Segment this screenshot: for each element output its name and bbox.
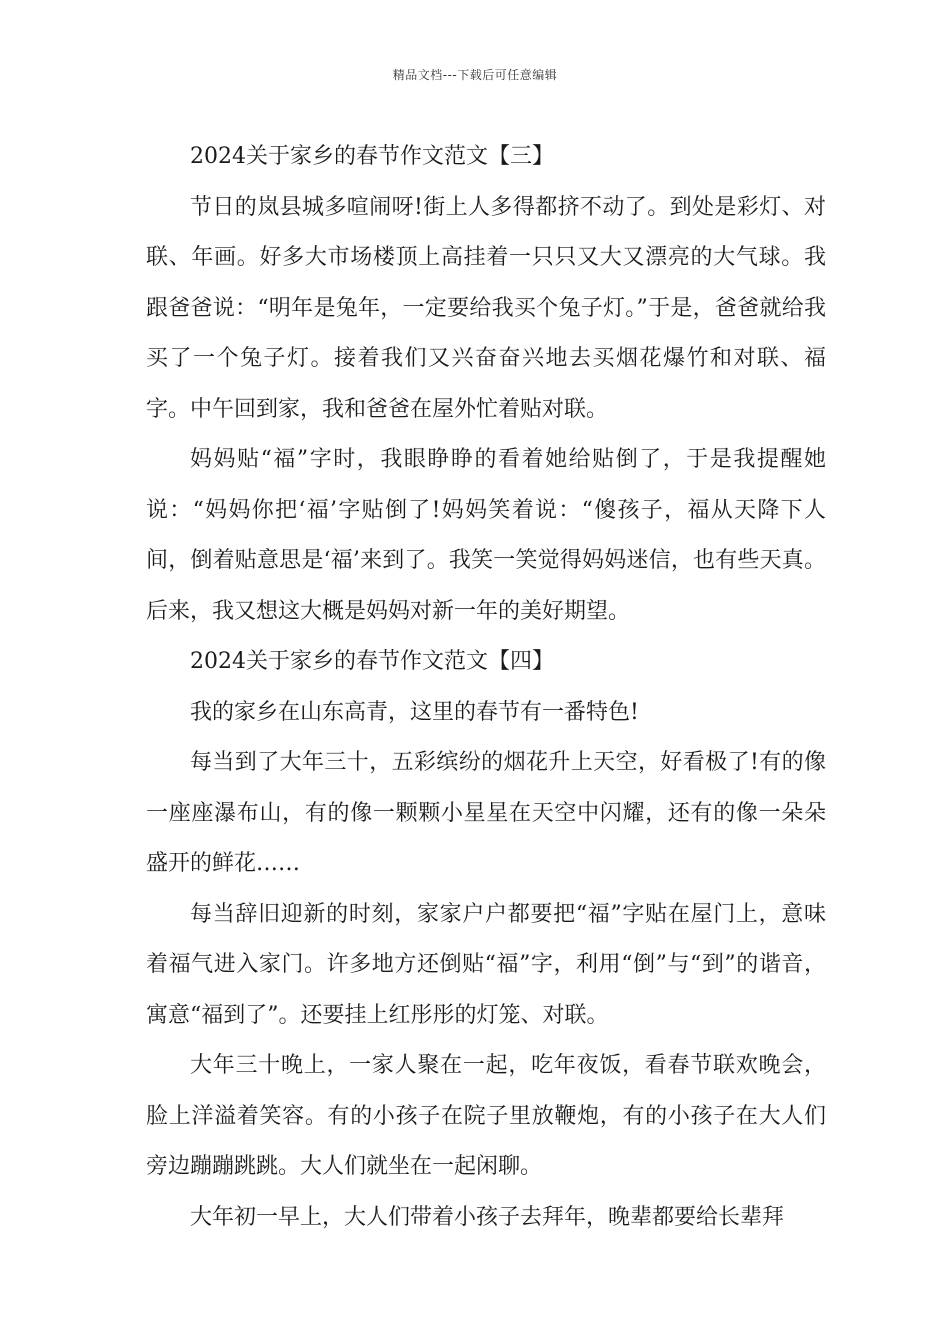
paragraph: 妈妈贴“福”字时，我眼睁睁的看着她给贴倒了，于是我提醒她说：“妈妈你把‘福’字贴倒了!妈妈笑着说：“傻孩子，福从天降下人间，倒着贴意思是‘福’来到了。我笑一笑觉得妈妈迷信，也有些天真。后来，我又想这大概是妈妈对新一年的美好期望。 [146, 447, 826, 624]
paragraph: 每当到了大年三十，五彩缤纷的烟花升上天空，好看极了!有的像一座座瀑布山，有的像一颗颗小星星在天空中闪耀，还有的像一朵朵盛开的鲜花…… [146, 750, 826, 876]
paragraph: 节日的岚县城多喧闹呀!街上人多得都挤不动了。到处是彩灯、对联、年画。好多大市场楼顶上高挂着一只只又大又漂亮的大气球。我跟爸爸说：“明年是兔年，一定要给我买个兔子灯。”于是，爸爸就给我买了一个兔子灯。接着我们又兴奋奋兴地去买烟花爆竹和对联、福字。中午回到家，我和爸爸在屋外忙着贴对联。 [146, 194, 826, 422]
paragraph: 每当辞旧迎新的时刻，家家户户都要把“福”字贴在屋门上，意味着福气进入家门。许多地方还倒贴“福”字，利用“倒”与“到”的谐音，寓意“福到了”。还要挂上红彤彤的灯笼、对联。 [146, 901, 826, 1028]
section-heading: 2024关于家乡的春节作文范文【四】 [190, 649, 554, 674]
document-body [146, 132, 826, 1243]
section-heading: 2024关于家乡的春节作文范文【三】 [190, 144, 554, 169]
paragraph: 大年三十晚上，一家人聚在一起，吃年夜饭，看春节联欢晚会，脸上洋溢着笑容。有的小孩子在院子里放鞭炮，有的小孩子在大人们旁边蹦蹦跳跳。大人们就坐在一起闲聊。 [146, 1053, 826, 1179]
paragraph: 大年初一早上，大人们带着小孩子去拜年，晚辈都要给长辈拜 [190, 1204, 785, 1230]
paragraph: 我的家乡在山东高青，这里的春节有一番特色! [190, 699, 639, 725]
page-header: 精品文档---下载后可任意编辑 [392, 68, 558, 82]
